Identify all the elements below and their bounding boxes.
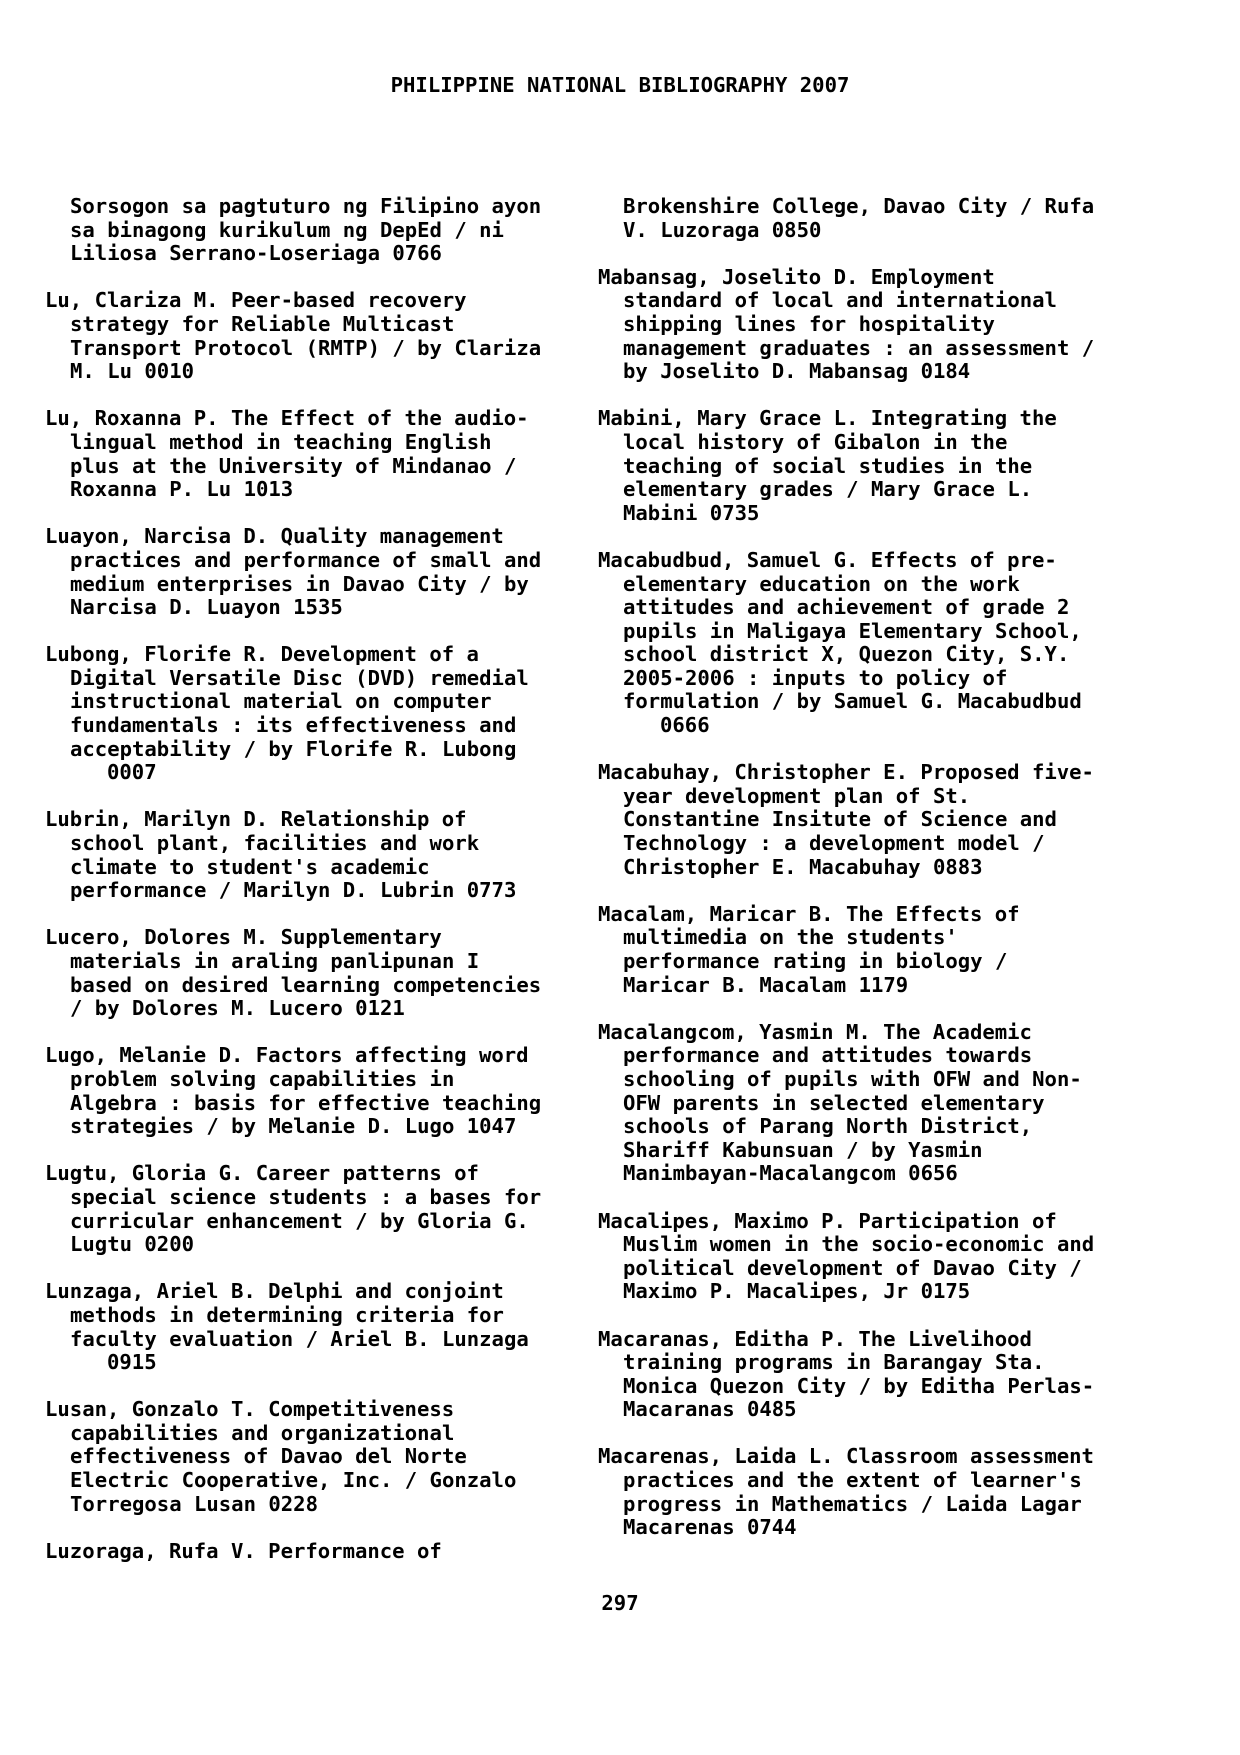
- bibliography-entry: [598, 266, 1123, 384]
- bibliography-entry: [598, 1328, 1123, 1422]
- entry-heading-line: Macaranas, Editha P. The Livelihood: [598, 1326, 1032, 1351]
- entry-line: OFW parents in selected elementary: [623, 1090, 1045, 1115]
- bibliography-entry: [598, 903, 1123, 997]
- entry-heading-line: Macalam, Maricar B. The Effects of: [598, 901, 1020, 926]
- entry-line: capabilities and organizational: [70, 1420, 455, 1445]
- entry-line: local history of Gibalon in the: [623, 429, 1008, 454]
- bibliography-entry: [45, 1162, 565, 1256]
- entry-line: 0915: [107, 1350, 157, 1375]
- entry-line: practices and the extent of learner's: [623, 1468, 1082, 1493]
- entry-line: M. Lu 0010: [70, 359, 194, 384]
- entry-heading-line: Macarenas, Laida L. Classroom assessment: [598, 1444, 1094, 1469]
- entry-line: methods in determining criteria for: [70, 1302, 504, 1327]
- entry-heading-line: Lugo, Melanie D. Factors affecting word: [45, 1043, 529, 1068]
- entry-line: pupils in Maligaya Elementary School,: [623, 618, 1082, 643]
- entry-line: problem solving capabilities in: [70, 1066, 455, 1091]
- bibliography-entry: [45, 1044, 565, 1138]
- entry-line: Technology : a development model /: [623, 831, 1045, 856]
- entry-heading-line: Macalipes, Maximo P. Participation of: [598, 1208, 1057, 1233]
- entry-line: management graduates : an assessment /: [623, 335, 1095, 360]
- entry-line: performance and attitudes towards: [623, 1043, 1033, 1068]
- entry-line: Shariff Kabunsuan / by Yasmin: [623, 1137, 983, 1162]
- entry-line: fundamentals : its effectiveness and: [70, 713, 517, 738]
- entry-line: faculty evaluation / Ariel B. Lunzaga: [70, 1326, 529, 1351]
- entry-line: political development of Davao City /: [623, 1255, 1082, 1280]
- entry-line: formulation / by Samuel G. Macabudbud: [623, 689, 1082, 714]
- entry-line: teaching of social studies in the: [623, 453, 1033, 478]
- bibliography-entry: [45, 926, 565, 1020]
- entry-line: special science students : a bases for: [70, 1184, 542, 1209]
- entry-line: shipping lines for hospitality: [623, 311, 995, 336]
- entry-heading-line: Lusan, Gonzalo T. Competitiveness: [45, 1397, 455, 1422]
- entry-line: strategies / by Melanie D. Lugo 1047: [70, 1114, 517, 1139]
- entry-line: 2005-2006 : inputs to policy of: [623, 665, 1008, 690]
- entry-line: Mabini 0735: [623, 500, 760, 525]
- entry-line: Lugtu 0200: [70, 1232, 194, 1257]
- entry-line: 0666: [660, 713, 710, 738]
- right-column: [598, 195, 1123, 1563]
- entry-line: Monica Quezon City / by Editha Perlas-: [623, 1373, 1095, 1398]
- entry-heading-line: Lucero, Dolores M. Supplementary: [45, 925, 442, 950]
- entry-heading-line: Lubrin, Marilyn D. Relationship of: [45, 807, 467, 832]
- entry-line: Narcisa D. Luayon 1535: [70, 595, 343, 620]
- entry-line: performance rating in biology /: [623, 949, 1008, 973]
- entry-line: Muslim women in the socio-economic and: [623, 1232, 1095, 1257]
- entry-line: Torregosa Lusan 0228: [70, 1491, 318, 1516]
- entry-line: schools of Parang North District,: [623, 1114, 1033, 1139]
- entry-line: progress in Mathematics / Laida Lagar: [623, 1491, 1082, 1516]
- bibliography-entry: [45, 1280, 565, 1374]
- bibliography-entry: [45, 407, 565, 501]
- entry-line: schooling of pupils with OFW and Non-: [623, 1066, 1082, 1091]
- entry-line: Liliosa Serrano-Loseriaga 0766: [70, 241, 442, 266]
- bibliography-entry: [598, 1445, 1123, 1539]
- entry-line: year development plan of St.: [623, 783, 971, 808]
- entry-line: plus at the University of Mindanao /: [70, 453, 517, 478]
- entry-line: school district X, Quezon City, S.Y.: [623, 642, 1070, 667]
- entry-line: Manimbayan-Macalangcom 0656: [623, 1161, 958, 1186]
- entry-line: Algebra : basis for effective teaching: [70, 1090, 542, 1115]
- entry-line: acceptability / by Florife R. Lubong: [70, 736, 517, 761]
- bibliography-entry: [598, 407, 1123, 525]
- entry-line: Macaranas 0485: [623, 1397, 797, 1422]
- entry-line: Constantine Insitute of Science and: [623, 807, 1057, 832]
- entry-line: instructional material on computer: [70, 689, 492, 714]
- entry-line: performance / Marilyn D. Lubrin 0773: [70, 878, 517, 903]
- entry-line: climate to student's academic: [70, 854, 430, 879]
- entry-line: Sorsogon sa pagtuturo ng Filipino ayon: [70, 194, 542, 218]
- bibliography-entry: [45, 289, 565, 383]
- entry-heading-line: Macabudbud, Samuel G. Effects of pre-: [598, 547, 1057, 572]
- entry-line: Electric Cooperative, Inc. / Gonzalo: [70, 1468, 517, 1493]
- entry-heading-line: Lu, Roxanna P. The Effect of the audio-: [45, 406, 529, 431]
- entry-line: training programs in Barangay Sta.: [623, 1350, 1045, 1375]
- entry-line: sa binagong kurikulum ng DepEd / ni: [70, 217, 504, 242]
- bibliography-entry: [598, 195, 1123, 242]
- bibliography-entry: [45, 808, 565, 902]
- entry-line: school plant, facilities and work: [70, 831, 480, 856]
- entry-line: 0007: [107, 760, 157, 785]
- bibliography-entry: [45, 1540, 565, 1564]
- entry-line: materials in araling panlipunan I: [70, 949, 480, 973]
- left-column: [45, 195, 565, 1587]
- entry-heading-line: Lu, Clariza M. Peer-based recovery: [45, 288, 467, 313]
- entry-line: lingual method in teaching English: [70, 429, 492, 454]
- bibliography-entry: [598, 761, 1123, 879]
- entry-line: / by Dolores M. Lucero 0121: [70, 996, 405, 1021]
- entry-line: Maximo P. Macalipes, Jr 0175: [623, 1279, 971, 1304]
- entry-line: elementary education on the work: [623, 571, 1020, 596]
- entry-line: elementary grades / Mary Grace L.: [623, 477, 1033, 502]
- entry-heading-line: Luayon, Narcisa D. Quality management: [45, 524, 504, 549]
- entry-line: Roxanna P. Lu 1013: [70, 477, 294, 502]
- bibliography-entry: [45, 643, 565, 785]
- entry-line: attitudes and achievement of grade 2: [623, 595, 1070, 620]
- entry-line: strategy for Reliable Multicast: [70, 311, 455, 336]
- page-header-title: PHILIPPINE NATIONAL BIBLIOGRAPHY 2007: [390, 73, 850, 97]
- entry-line: Digital Versatile Disc (DVD) remedial: [70, 665, 529, 690]
- page-number: 297: [601, 1591, 639, 1615]
- entry-line: effectiveness of Davao del Norte: [70, 1444, 467, 1469]
- entry-line: Transport Protocol (RMTP) / by Clariza: [70, 335, 542, 360]
- entry-line: Maricar B. Macalam 1179: [623, 972, 909, 997]
- entry-line: standard of local and international: [623, 288, 1057, 313]
- entry-line: curricular enhancement / by Gloria G.: [70, 1208, 529, 1233]
- bibliography-entry: [598, 1210, 1123, 1304]
- entry-line: based on desired learning competencies: [70, 972, 542, 997]
- entry-line: Brokenshire College, Davao City / Rufa: [623, 194, 1095, 218]
- entry-line: practices and performance of small and: [70, 547, 542, 572]
- entry-line: multimedia on the students': [623, 925, 958, 950]
- bibliography-entry: [45, 525, 565, 619]
- entry-line: Christopher E. Macabuhay 0883: [623, 854, 983, 879]
- entry-heading-line: Mabansag, Joselito D. Employment: [598, 264, 995, 289]
- entry-heading-line: Mabini, Mary Grace L. Integrating the: [598, 406, 1057, 431]
- entry-heading-line: Macalangcom, Yasmin M. The Academic: [598, 1019, 1032, 1044]
- bibliography-entry: [598, 1021, 1123, 1186]
- entry-line: by Joselito D. Mabansag 0184: [623, 359, 971, 384]
- entry-line: V. Luzoraga 0850: [623, 217, 822, 242]
- entry-heading-line: Macabuhay, Christopher E. Proposed five-: [598, 760, 1094, 785]
- bibliography-entry: [598, 549, 1123, 738]
- entry-heading-line: Lunzaga, Ariel B. Delphi and conjoint: [45, 1279, 504, 1304]
- entry-heading-line: Luzoraga, Rufa V. Performance of: [45, 1538, 442, 1563]
- entry-line: Macarenas 0744: [623, 1515, 797, 1540]
- entry-heading-line: Lubong, Florife R. Development of a: [45, 642, 479, 667]
- bibliography-entry: [45, 1398, 565, 1516]
- entry-heading-line: Lugtu, Gloria G. Career patterns of: [45, 1161, 479, 1186]
- entry-line: medium enterprises in Davao City / by: [70, 571, 529, 596]
- bibliography-entry: [45, 195, 565, 266]
